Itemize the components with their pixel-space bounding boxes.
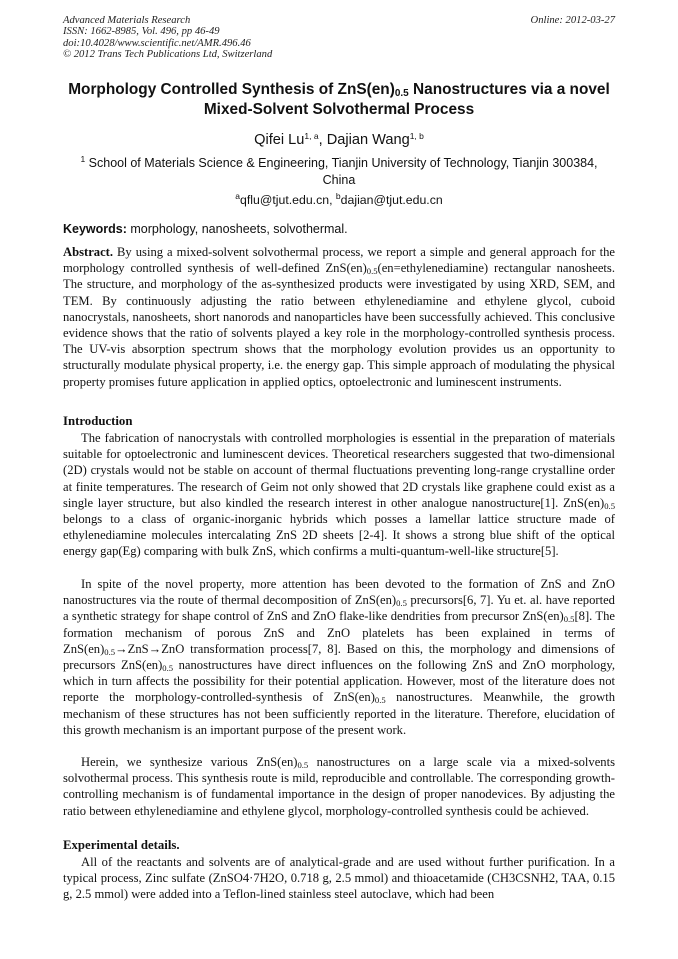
intro-p2-text-3: [8]. The formation mechanism of porous ZnS and ZnO platelets has been explained in terms of ZnS(en): [63, 609, 615, 656]
title-part-2: Nanostructures via a novel Mixed-Solvent Solvothermal Process: [203, 81, 610, 118]
title-part-1: Morphology Controlled Synthesis of ZnS(en): [68, 81, 395, 98]
intro-p2-text-5: nanostructures have direct influences on the following ZnS and ZnO morphology, which in turn affects the possibility for their potential application. However, most of the literature does not reporte the morphology-controlled-synthesis of ZnS(en): [63, 658, 615, 705]
intro-p1-text-1: The fabrication of nanocrystals with controlled morphologies is essential in the preparation of materials suitable for optoelectronic and luminescent devices. Theoretical researchers suggested that two-dimensional (2D) crystals would not be stable on account of thermal fluctuations preventing long-range crystalline order at finite temperatures. The research of Geim not only showed that 2D crystals like graphene could exist as a single layer structure, but also kindled the research interest in other analogue nanostructure[1]. ZnS(en): [63, 431, 615, 510]
intro-p2-sub-5: 0.5: [374, 695, 386, 706]
author-separator: ,: [318, 132, 327, 148]
email-b: dajian@tjut.edu.cn: [340, 193, 443, 207]
keywords-text: morphology, nanosheets, solvothermal.: [126, 222, 348, 236]
copyright-line: © 2012 Trans Tech Publications Ltd, Switzerland: [63, 49, 273, 61]
introduction-heading: Introduction: [63, 414, 133, 428]
intro-p1-text-2: belongs to a class of organic-inorganic hybrids which posses a lamellar lattice structure made of ethylenediamine molecules intercalating ZnS 2D sheets [2-4]. It shows a strong blue shift of the optical energy gap(Eg) comparing with bulk ZnS, which confirms a multi-quantum-well-like structure[5].: [63, 512, 615, 559]
affiliation-text: School of Materials Science & Engineering, Tianjin University of Technology, Tianjin 300384, China: [85, 156, 598, 187]
email-b-sup: b: [335, 191, 341, 201]
intro-p3-text-1: Herein, we synthesize various ZnS(en): [81, 755, 298, 769]
abstract-sub-1: 0.5: [366, 266, 378, 277]
abstract-label: Abstract.: [63, 245, 114, 259]
abstract-text-2: (en=ethylenediamine) rectangular nanosheets. The structure, and morphology of the as-synthesized products were investigated by using XRD, SEM, and TEM. By continuously adjusting the ratio between ethylenediamine and ethylene glycol, cuboid nanocrystals, nanosheets, short nanorods and nanoparticles have been successfully achieved. This conclusive evidence shows that the ratio of solvents played a key role in the morphology-controlled synthesis process. The UV-vis absorption spectrum shows that the morphology evolution provides us an opportunity to structurally modulate physical property, i.e. the energy gap. This simple approach of modulating the physical property promises future application in applied optics, optoelectronic and luminescent instruments.: [63, 261, 615, 389]
issn-line: ISSN: 1662-8985, Vol. 496, pp 46-49: [63, 26, 220, 38]
keywords-label: Keywords:: [63, 222, 127, 236]
email-a: qflu@tjut.edu.cn,: [240, 193, 336, 207]
journal-name: Advanced Materials Research: [63, 15, 191, 26]
journal-header: [63, 15, 615, 61]
experimental-paragraph-1: All of the reactants and solvents are of analytical-grade and are used without further purification. In a typical process, Zinc sulfate (ZnSO4·7H2O, 0.718 g, 2.5 mmol) and thioacetamide (CH3CSNH2, TAA, 0.15 g, 2.5 mmol) were added into a Teflon-lined stainless steel autoclave, which had been: [63, 855, 615, 902]
intro-p2-text-6: nanostructures. Meanwhile, the growth mechanism of these structures has not been sufficiently reported in the literature. Therefore, elucidation of this growth mechanism is an important purpose of the present work.: [63, 690, 615, 737]
affiliation-sup: 1: [80, 154, 86, 164]
intro-p3-text-2: nanostructures on a large scale via a mixed-solvents solvothermal process. This synthesis route is mild, reproducible and controllable. The corresponding growth-controlling mechanism is of fundamental importance in the design of proper nanodevices. By adjusting the ratio between ethylenediamine and ethylene glycol, morphology-controlled synthesis could be achieved.: [63, 755, 615, 818]
intro-p2-sub-3: 0.5: [104, 646, 116, 657]
author-1-name: Qifei Lu: [254, 132, 305, 148]
author-line: [63, 131, 615, 149]
author-2-name: Dajian Wang: [326, 132, 410, 148]
title-subscript: 0.5: [394, 88, 409, 99]
email-a-sup: a: [235, 191, 241, 201]
email-line: [63, 192, 615, 208]
intro-paragraph-3: [63, 754, 615, 819]
abstract-text-1: By using a mixed-solvent solvothermal process, we report a simple and general approach for the morphology controlled synthesis of well-defined ZnS(en): [63, 245, 615, 276]
intro-paragraph-2: [63, 576, 615, 738]
abstract: [63, 244, 615, 390]
paper-title: [63, 80, 615, 119]
intro-p3-sub-1: 0.5: [297, 760, 309, 770]
affiliation: [63, 155, 615, 188]
intro-p2-text-2: precursors[6, 7]. Yu et. al. have reported a synthetic strategy for shape control of ZnS and ZnO flake-like dendrities from precursor ZnS(en): [63, 593, 615, 624]
author-1-sup: 1, a: [304, 131, 319, 141]
intro-p2-sub-4: 0.5: [162, 663, 174, 674]
intro-p2-text-4: →ZnS→ZnO transformation process[7, 8]. Based on this, the morphology and dimensions of precursors ZnS(en): [63, 641, 615, 673]
intro-p2-sub-2: 0.5: [563, 614, 575, 625]
keywords: [63, 221, 615, 237]
doi-line: doi:10.4028/www.scientific.net/AMR.496.46: [63, 37, 251, 49]
online-date: Online: 2012-03-27: [530, 15, 615, 26]
experimental-heading: Experimental details.: [63, 838, 180, 852]
intro-p2-sub-1: 0.5: [396, 598, 407, 609]
author-2-sup: 1, b: [409, 131, 424, 141]
intro-p2-text-1: In spite of the novel property, more attention has been devoted to the formation of ZnS and ZnO nanostructures via the route of thermal decomposition of ZnS(en): [63, 577, 615, 608]
intro-paragraph-1: [63, 430, 615, 560]
intro-p1-sub-1: 0.5: [604, 500, 615, 511]
